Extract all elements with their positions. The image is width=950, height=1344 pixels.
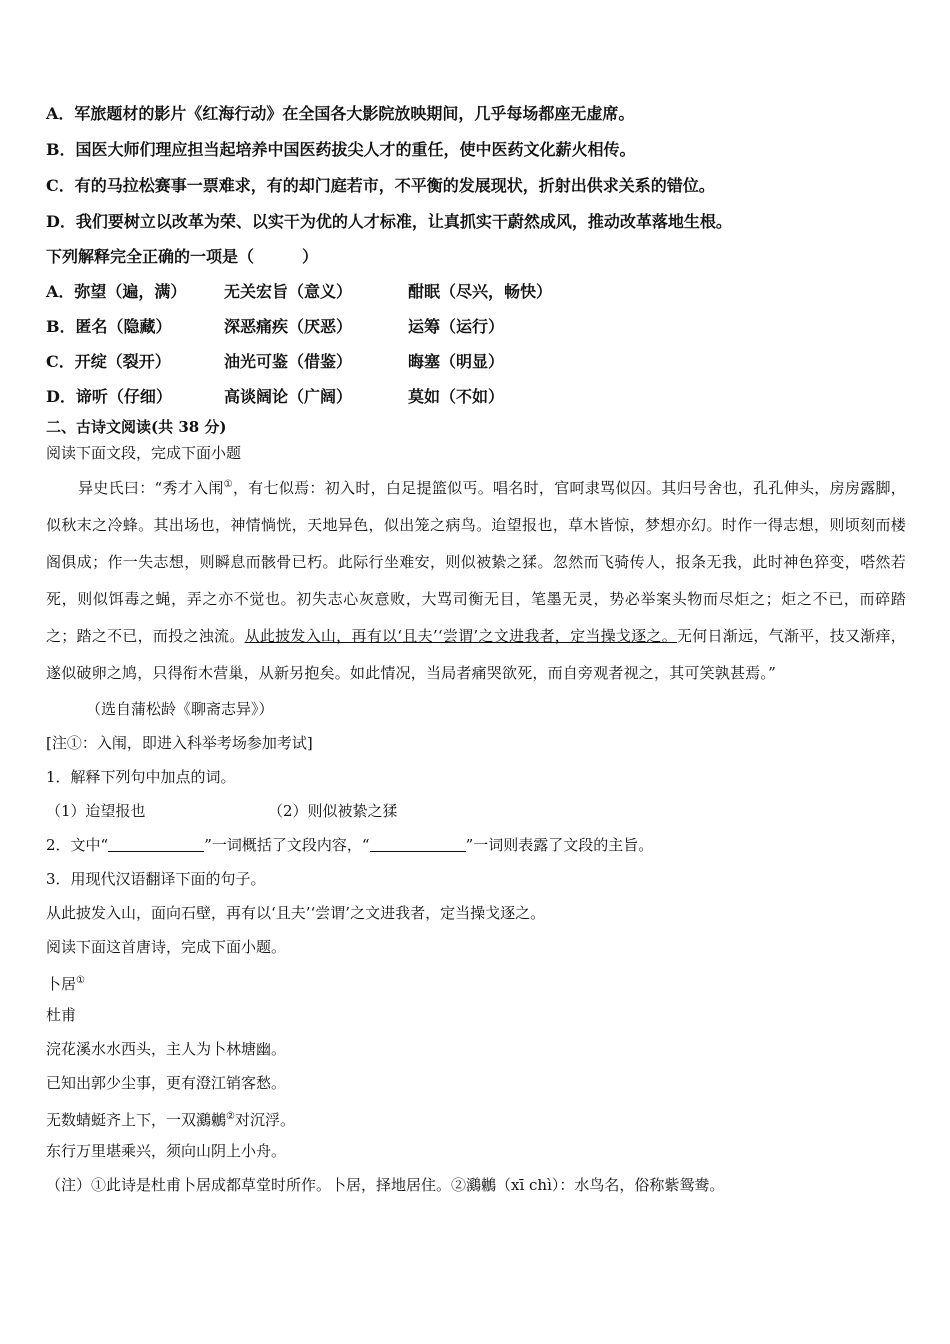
poem-line-1: 浣花溪水水西头，主人为卜林塘幽。 bbox=[46, 1040, 287, 1058]
poem-author: 杜甫 bbox=[46, 1006, 77, 1024]
passage-source: （选自蒲松龄《聊斋志异》） bbox=[86, 700, 274, 718]
answer-blank-1[interactable] bbox=[108, 835, 204, 852]
option-c-2: C．开绽（裂开） 油光可鉴（借鉴） 晦塞（明显） bbox=[46, 352, 505, 371]
question-1-items: （1）迨望报也 （2）则似被絷之猱 bbox=[46, 802, 398, 820]
poem-line-3: 无数蜻蜓齐上下，一双鸂鶒②对沉浮。 bbox=[46, 1111, 295, 1129]
section-instruction: 阅读下面文段，完成下面小题 bbox=[46, 444, 242, 462]
question-3-sentence: 从此披发入山，面向石壁，再有以‘且夫’‘尝谓’之文进我者，定当操戈逐之。 bbox=[46, 904, 546, 922]
option-a-1: A．军旅题材的影片《红海行动》在全国各大影院放映期间，几乎每场都座无虚席。 bbox=[46, 104, 635, 123]
option-c-1: C．有的马拉松赛事一票难求，有的却门庭若市，不平衡的发展现状，折射出供求关系的错位。 bbox=[46, 176, 715, 195]
passage-note: [注①：入闱，即进入科举考场参加考试] bbox=[46, 734, 313, 752]
option-d-2: D．谛听（仔细） 高谈阔论（广阔） 莫如（不如） bbox=[46, 387, 505, 406]
option-a-2: A．弥望（遍，满） 无关宏旨（意义） 酣眠（尽兴，畅快） bbox=[46, 282, 553, 301]
poem-line-4: 东行万里堪乘兴，须向山阴上小舟。 bbox=[46, 1142, 287, 1160]
question-2: 2．文中“ ”一词概括了文段内容，“ ”一词则表露了文段的主旨。 bbox=[46, 836, 654, 854]
poem-note: （注）①此诗是杜甫卜居成都草堂时所作。卜居，择地居住。②鸂鶒（xī chì）：水鸟名，俗称紫鸳鸯。 bbox=[46, 1176, 725, 1194]
question-2-stem: 下列解释完全正确的一项是（ ） bbox=[46, 247, 319, 266]
underlined-sentence: 从此披发入山，再有以‘且夫’‘尝谓’之文进我者，定当操戈逐之。 bbox=[244, 627, 677, 645]
document-page bbox=[46, 96, 906, 1202]
classical-passage: 异史氏曰：“秀才入闱①，有七似焉：初入时，白足提篮似丐。唱名时，官呵隶骂似囚。其归号舍也，孔孔伸头，房房露脚，似秋末之冷蜂。其出场也，神情惝恍，天地异色，似出笼之病鸟。迨望报也，草木皆惊，梦想亦幻。时作一得志想，则顷刻而楼阁俱成；作一失志想，则瞬息而骸骨已朽。此际行坐难安，则似被絷之猱。忽然而飞骑传人，报条无我，此时神色猝变，嗒然若死，则似饵毒之蝇，弄之亦不觉也。初失志心灰意败，大骂司衡无目，笔墨无灵，势必举案头物而尽炬之；炬之不已，而碎踏之；踏之不已，而投之浊流。从此披发入山，再有以‘且夫’‘尝谓’之文进我者，定当操戈逐之。无何日渐远，气渐平，技又渐痒，遂似破卵之鸠，只得衔木营巢，从新另抱矣。如此情况，当局者痛哭欲死，而自旁观者视之，其可笑孰甚焉。” bbox=[46, 479, 906, 682]
poem-line-2: 已知出郭少尘事，更有澄江销客愁。 bbox=[46, 1074, 287, 1092]
option-d-1: D．我们要树立以改革为荣、以实干为优的人才标准，让真抓实干蔚然成风，推动改革落地生根。 bbox=[46, 212, 732, 231]
question-1: 1．解释下列句中加点的词。 bbox=[46, 768, 236, 786]
question-3: 3．用现代汉语翻译下面的句子。 bbox=[46, 870, 266, 888]
poem-instruction: 阅读下面这首唐诗，完成下面小题。 bbox=[46, 938, 287, 956]
option-b-2: B．匿名（隐藏） 深恶痛疾（厌恶） 运筹（运行） bbox=[46, 317, 505, 336]
option-b-1: B．国医大师们理应担当起培养中国医药拔尖人才的重任，使中医药文化薪火相传。 bbox=[46, 140, 636, 159]
poem-title: 卜居① bbox=[46, 975, 85, 993]
answer-blank-2[interactable] bbox=[370, 835, 466, 852]
section-heading: 二、古诗文阅读(共 38 分) bbox=[46, 418, 227, 436]
